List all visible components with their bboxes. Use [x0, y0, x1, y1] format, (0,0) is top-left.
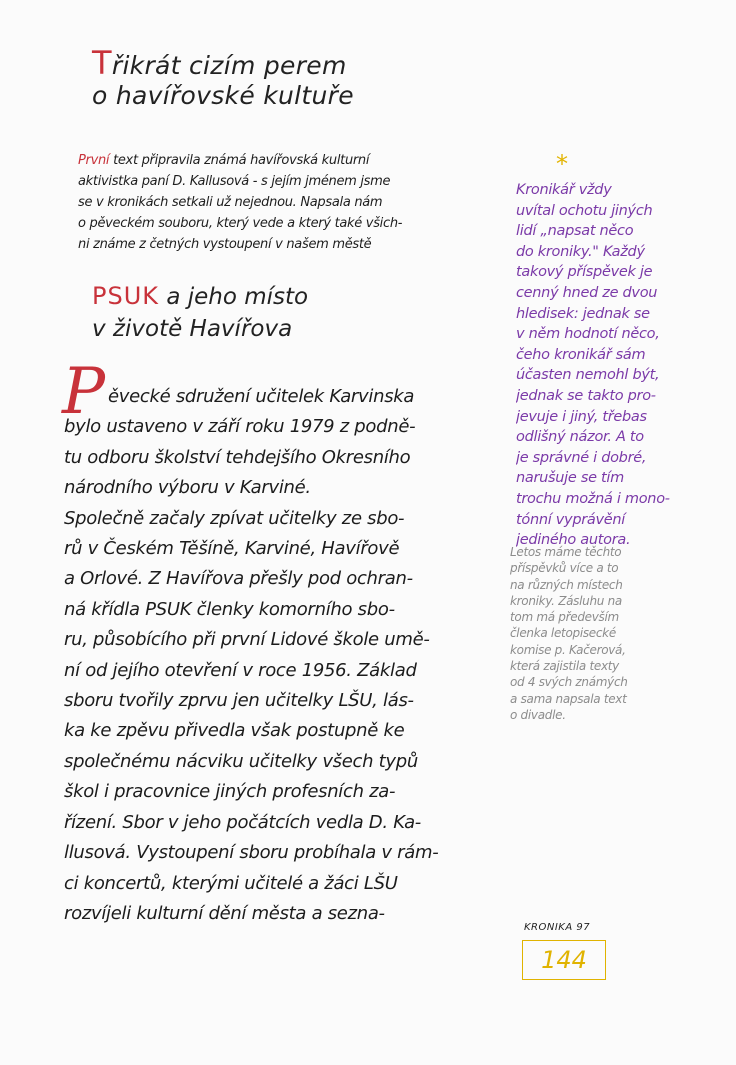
gray-note-line: tom má především: [510, 610, 619, 625]
article-line: bylo ustaveno v září roku 1979 z podně-: [64, 416, 416, 438]
side-note-line: je správné i dobré,: [516, 449, 647, 466]
article-line: národního výboru v Karviné.: [64, 477, 311, 499]
page-title: [92, 44, 412, 111]
drop-cap: P: [62, 355, 106, 429]
side-note-line: do kroniky." Každý: [516, 243, 645, 260]
title-line-1-text: řikrát cizím perem: [111, 51, 347, 80]
gray-note-line: komise p. Kačerová,: [510, 642, 626, 657]
article-line: tu odboru školství tehdejšího Okresního: [64, 446, 411, 468]
title-initial: T: [92, 44, 112, 82]
side-note-line: jednak se takto pro-: [516, 387, 656, 404]
side-note-line: uvítal ochotu jiných: [516, 202, 653, 219]
side-note-line: trochu možná i mono-: [516, 490, 670, 507]
article-line: ci koncertů, kterými učitelé a žáci LŠU: [64, 872, 398, 894]
article-line: řízení. Sbor v jeho počátcích vedla D. Ka-: [64, 811, 421, 833]
heading-psuk: PSUK: [92, 282, 160, 310]
side-note-line: jevuje i jiný, třebas: [516, 408, 647, 425]
intro-line: aktivistka paní D. Kallusová - s jejím jménem jsme: [78, 174, 391, 189]
side-note-line: čeho kronikář sám: [516, 346, 646, 363]
side-note-line: odlišný názor. A to: [516, 429, 644, 446]
gray-note-line: o divadle.: [510, 707, 566, 722]
side-note-line: lidí „napsat něco: [516, 223, 634, 240]
article-line: llusová. Vystoupení sboru probíhala v rám-: [64, 842, 439, 864]
side-note-line: hledisek: jednak se: [516, 305, 650, 322]
intro-first-word: První: [78, 153, 110, 168]
article-line: rů v Českém Těšíně, Karviné, Havířově: [64, 538, 400, 560]
article-line: rozvíjeli kulturní dění města a sezna-: [64, 902, 385, 924]
article-line: ná křídla PSUK členky komorního sbo-: [64, 598, 395, 620]
gray-note-line: příspěvků více a to: [510, 561, 619, 576]
page-number: 144: [541, 946, 587, 974]
side-note-line: jediného autora.: [516, 532, 631, 549]
article-line: ka ke zpěvu přivedla však postupně ke: [64, 720, 405, 742]
article-line: sboru tvořily zprvu jen učitelky LŠU, lás-: [64, 690, 414, 712]
article-line: ní od jejího otevření v roce 1956. Základ: [64, 659, 417, 681]
side-note-purple: [516, 180, 716, 551]
main-article: [64, 382, 508, 929]
title-line-2: o havířovské kultuře: [92, 81, 354, 110]
side-note-line: Kronikář vždy: [516, 182, 612, 198]
article-line: ěvecké sdružení učitelek Karvinska: [108, 386, 415, 407]
intro-line: První text připravila známá havířovská kulturní: [78, 153, 370, 168]
side-note-line: tónní vyprávění: [516, 511, 626, 528]
heading-line-1: PSUK a jeho místo: [92, 282, 309, 310]
gray-note-line: od 4 svých známých: [510, 675, 628, 690]
gray-note-line: a sama napsala text: [510, 691, 627, 706]
gray-note-line: kroniky. Zásluhu na: [510, 593, 622, 608]
article-line: ru, působícího při první Lidové škole umě-: [64, 629, 430, 651]
side-note-gray: [510, 544, 700, 723]
gray-note-line: na různých místech: [510, 577, 623, 592]
intro-line: se v kronikách setkali už nejednou. Napsala nám: [78, 195, 383, 210]
title-line-1: [92, 44, 412, 82]
chronicle-label: KRONIKA 97: [524, 922, 591, 933]
side-note-line: narušuje se tím: [516, 470, 624, 487]
intro-line: o pěveckém souboru, který vede a který také všich-: [78, 216, 403, 231]
gray-note-line: Letos máme těchto: [510, 545, 622, 559]
heading-line-2: v životě Havířova: [92, 316, 293, 342]
side-note-line: takový příspěvek je: [516, 264, 653, 281]
article-line: škol i pracovnice jiných profesních za-: [64, 781, 396, 803]
article-line: společnému nácviku učitelky všech typů: [64, 750, 418, 772]
side-note-line: účasten nemohl být,: [516, 367, 660, 384]
side-note-line: cenný hned ze dvou: [516, 284, 658, 301]
article-line: Společně začaly zpívat učitelky ze sbo-: [64, 507, 405, 529]
intro-paragraph: [78, 150, 508, 255]
asterisk-icon: *: [556, 150, 568, 178]
gray-note-line: která zajistila texty: [510, 659, 619, 674]
gray-note-line: členka letopisecké: [510, 626, 616, 641]
intro-line: ni známe z četných vystoupení v našem městě: [78, 237, 372, 252]
article-line: a Orlové. Z Havířova přešly pod ochran-: [64, 568, 413, 590]
section-heading: [92, 280, 412, 345]
side-note-line: v něm hodnotí něco,: [516, 326, 660, 343]
